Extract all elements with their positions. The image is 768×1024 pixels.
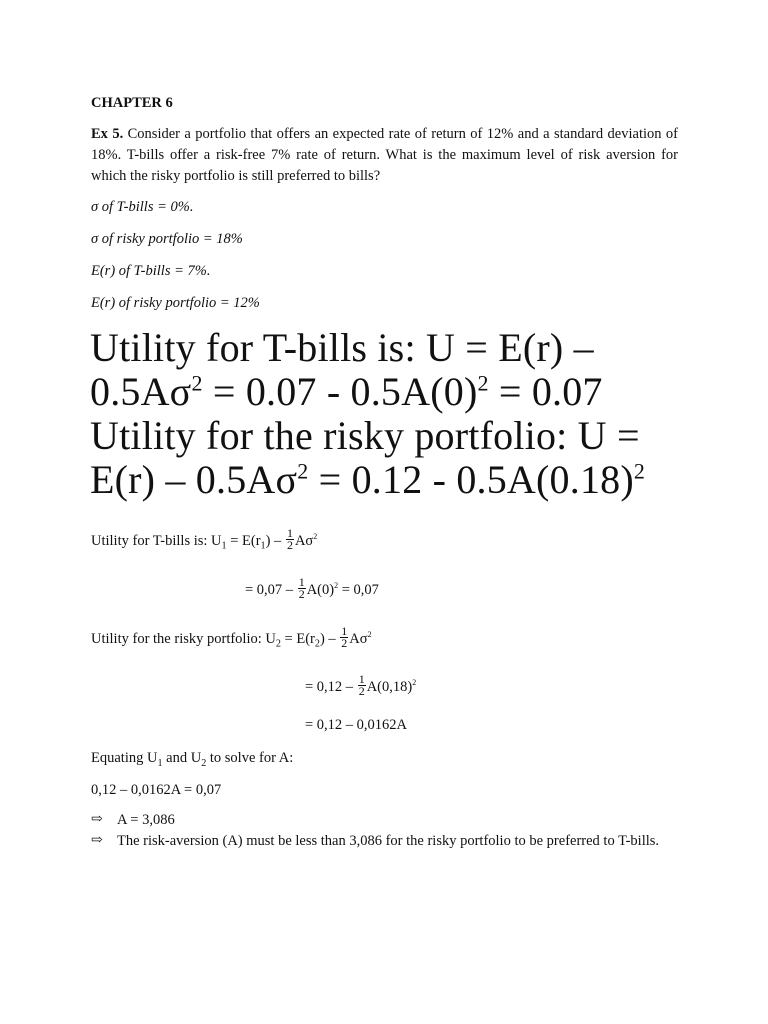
large-line-1: Utility for T-bills is: U = E(r) – bbox=[90, 325, 594, 370]
result-a-value: A = 3,086 bbox=[117, 812, 175, 828]
formula-text: = E(r bbox=[280, 630, 315, 647]
formula-text: Utility for T-bills is: U bbox=[91, 532, 222, 549]
formula-text: = E(r bbox=[226, 532, 261, 549]
formula-text: and U bbox=[162, 750, 202, 766]
exercise-label: Ex 5. bbox=[91, 126, 124, 142]
large-line-4-part: = 0.12 - 0.5A(0.18) bbox=[308, 457, 634, 502]
large-line-2 bbox=[90, 370, 690, 414]
exercise-paragraph bbox=[91, 124, 678, 187]
fraction-numerator: 1 bbox=[358, 672, 365, 686]
given-sigma-risky: σ of risky portfolio = 18% bbox=[91, 231, 243, 247]
formula-text: Utility for the risky portfolio: U bbox=[91, 630, 276, 647]
subscript: 2 bbox=[275, 638, 281, 650]
large-line-2-part: = 0.07 bbox=[488, 369, 603, 414]
large-utility-text bbox=[90, 326, 690, 502]
result-conclusion: The risk-aversion (A) must be less than 3,086 for the risky portfolio to be preferred to T-bills. bbox=[117, 833, 660, 849]
solve-equation: 0,12 – 0,0162A = 0,07 bbox=[91, 782, 222, 798]
arrow-bullet-icon: ⇨ bbox=[91, 812, 103, 827]
utility-tbills-formula bbox=[91, 526, 318, 553]
subscript: 2 bbox=[201, 757, 207, 769]
large-line-3: Utility for the risky portfolio: U = bbox=[90, 413, 640, 458]
subscript: 2 bbox=[314, 638, 320, 650]
exponent: 2 bbox=[477, 370, 489, 396]
fraction-denominator: 2 bbox=[341, 636, 348, 650]
one-half-fraction bbox=[340, 626, 348, 649]
fraction-numerator: 1 bbox=[286, 526, 293, 540]
large-line-4-part: E(r) – 0.5Aσ bbox=[90, 457, 298, 502]
given-sigma-tbills: σ of T-bills = 0%. bbox=[91, 199, 194, 215]
large-line-2-part: 0.5Aσ bbox=[90, 369, 192, 414]
exponent: 2 bbox=[367, 630, 372, 639]
one-half-fraction bbox=[286, 528, 294, 551]
exponent: 2 bbox=[313, 532, 318, 541]
formula-text: ) – bbox=[319, 630, 340, 647]
exercise-text: Consider a portfolio that offers an expected rate of return of 12% and a standard deviation of 18%. T-bills offer a risk-free 7% rate of return. What is the maximum level of risk aversion for which the risky portfolio is still preferred to bills? bbox=[91, 126, 679, 184]
formula-text: = 0,07 – bbox=[245, 581, 297, 598]
subscript: 1 bbox=[260, 540, 266, 552]
arrow-bullet-icon: ⇨ bbox=[91, 833, 103, 848]
exponent: 2 bbox=[191, 370, 203, 396]
formula-text: = 0,07 bbox=[338, 581, 379, 598]
subscript: 1 bbox=[221, 540, 227, 552]
large-line-2-part: = 0.07 - 0.5A(0) bbox=[202, 369, 478, 414]
fraction-numerator: 1 bbox=[341, 624, 348, 638]
fraction-denominator: 2 bbox=[358, 684, 365, 698]
formula-text: A(0,18) bbox=[366, 678, 413, 695]
one-half-fraction bbox=[358, 674, 366, 697]
utility-risky-step-2: = 0,12 – 0,0162A bbox=[305, 717, 408, 733]
subscript: 1 bbox=[157, 757, 163, 769]
formula-text: Aσ bbox=[294, 532, 314, 549]
equating-line bbox=[91, 748, 293, 769]
formula-text: ) – bbox=[265, 532, 285, 549]
formula-text: A(0) bbox=[306, 581, 335, 598]
formula-text: = 0,12 – bbox=[305, 678, 357, 695]
exponent: 2 bbox=[412, 678, 417, 687]
chapter-heading: CHAPTER 6 bbox=[91, 95, 173, 111]
given-er-tbills: E(r) of T-bills = 7%. bbox=[91, 263, 211, 279]
exponent: 2 bbox=[633, 458, 646, 484]
fraction-numerator: 1 bbox=[298, 575, 305, 589]
large-line-4 bbox=[90, 458, 690, 502]
fraction-denominator: 2 bbox=[298, 587, 305, 601]
utility-tbills-step bbox=[245, 575, 379, 602]
exponent: 2 bbox=[297, 458, 309, 484]
utility-risky-formula bbox=[91, 624, 372, 651]
formula-text: Aσ bbox=[349, 630, 368, 647]
given-er-risky: E(r) of risky portfolio = 12% bbox=[91, 295, 260, 311]
formula-text: Equating U bbox=[91, 750, 158, 766]
formula-text: to solve for A: bbox=[206, 750, 294, 766]
exponent: 2 bbox=[334, 581, 339, 590]
one-half-fraction bbox=[298, 577, 306, 600]
utility-risky-step-1 bbox=[305, 672, 417, 699]
fraction-denominator: 2 bbox=[286, 538, 293, 552]
